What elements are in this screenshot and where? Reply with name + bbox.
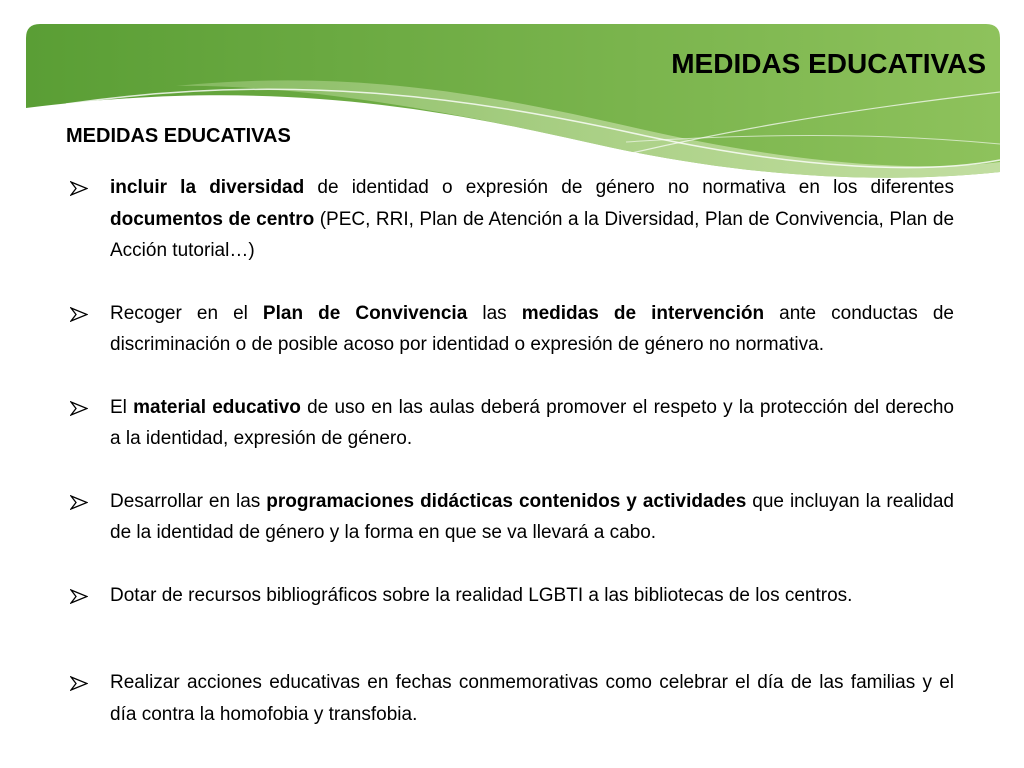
- bullet-text: Realizar acciones educativas en fechas conmemorativas como celebrar el día de las familias y el día contra la homofobia y transfobia.: [110, 672, 954, 725]
- bullet-list: [70, 172, 954, 730]
- slide-title: MEDIDAS EDUCATIVAS: [671, 48, 986, 79]
- bullet-item: [70, 172, 954, 267]
- arrowhead-bullet-icon: [70, 676, 88, 691]
- bullet-text: (PEC, RRI, Plan de Atención a la Diversidad, Plan de Convivencia, Plan de Acción tutorial…): [110, 208, 955, 261]
- arrowhead-bullet-icon: [70, 589, 88, 604]
- arrowhead-bullet-icon: [70, 401, 88, 416]
- bullet-item: [70, 486, 954, 549]
- bullet-text: El: [110, 396, 134, 418]
- bullet-text-bold: Plan de Convivencia: [262, 302, 468, 324]
- bullet-item: [70, 580, 954, 612]
- bullet-text: Recoger en el: [110, 302, 263, 324]
- bullet-text: Dotar de recursos bibliográficos sobre la realidad LGBTI a las bibliotecas de los centros.: [110, 584, 853, 606]
- bullet-item: [70, 298, 954, 361]
- arrowhead-bullet-icon: [70, 307, 88, 322]
- section-heading: MEDIDAS EDUCATIVAS: [66, 125, 291, 147]
- bullet-item: [70, 392, 954, 455]
- bullet-text: las: [467, 302, 522, 324]
- bullet-text: ante conductas de discriminación o de posible acoso por identidad o expresión de género no normativa.: [110, 302, 954, 355]
- bullet-text: de identidad o expresión de género no normativa en los diferentes: [304, 177, 954, 198]
- bullet-text-bold: documentos de centro: [110, 208, 315, 230]
- bullet-text-bold: programaciones didácticas contenidos y actividades: [266, 490, 747, 512]
- bullet-text: que incluyan la realidad de la identidad de género y la forma en que se va llevará a cabo.: [110, 490, 955, 543]
- arrowhead-bullet-icon: [70, 181, 88, 196]
- bullet-item: [70, 667, 954, 730]
- bullet-text-bold: incluir la diversidad: [110, 177, 305, 198]
- arrowhead-bullet-icon: [70, 495, 88, 510]
- bullet-text-bold: medidas de intervención: [521, 302, 765, 324]
- bullet-text: de uso en las aulas deberá promover el respeto y la protección del derecho a la identidad, expresión de género.: [110, 396, 954, 449]
- bullet-text: Desarrollar en las: [110, 490, 267, 512]
- bullet-text-bold: material educativo: [133, 396, 301, 418]
